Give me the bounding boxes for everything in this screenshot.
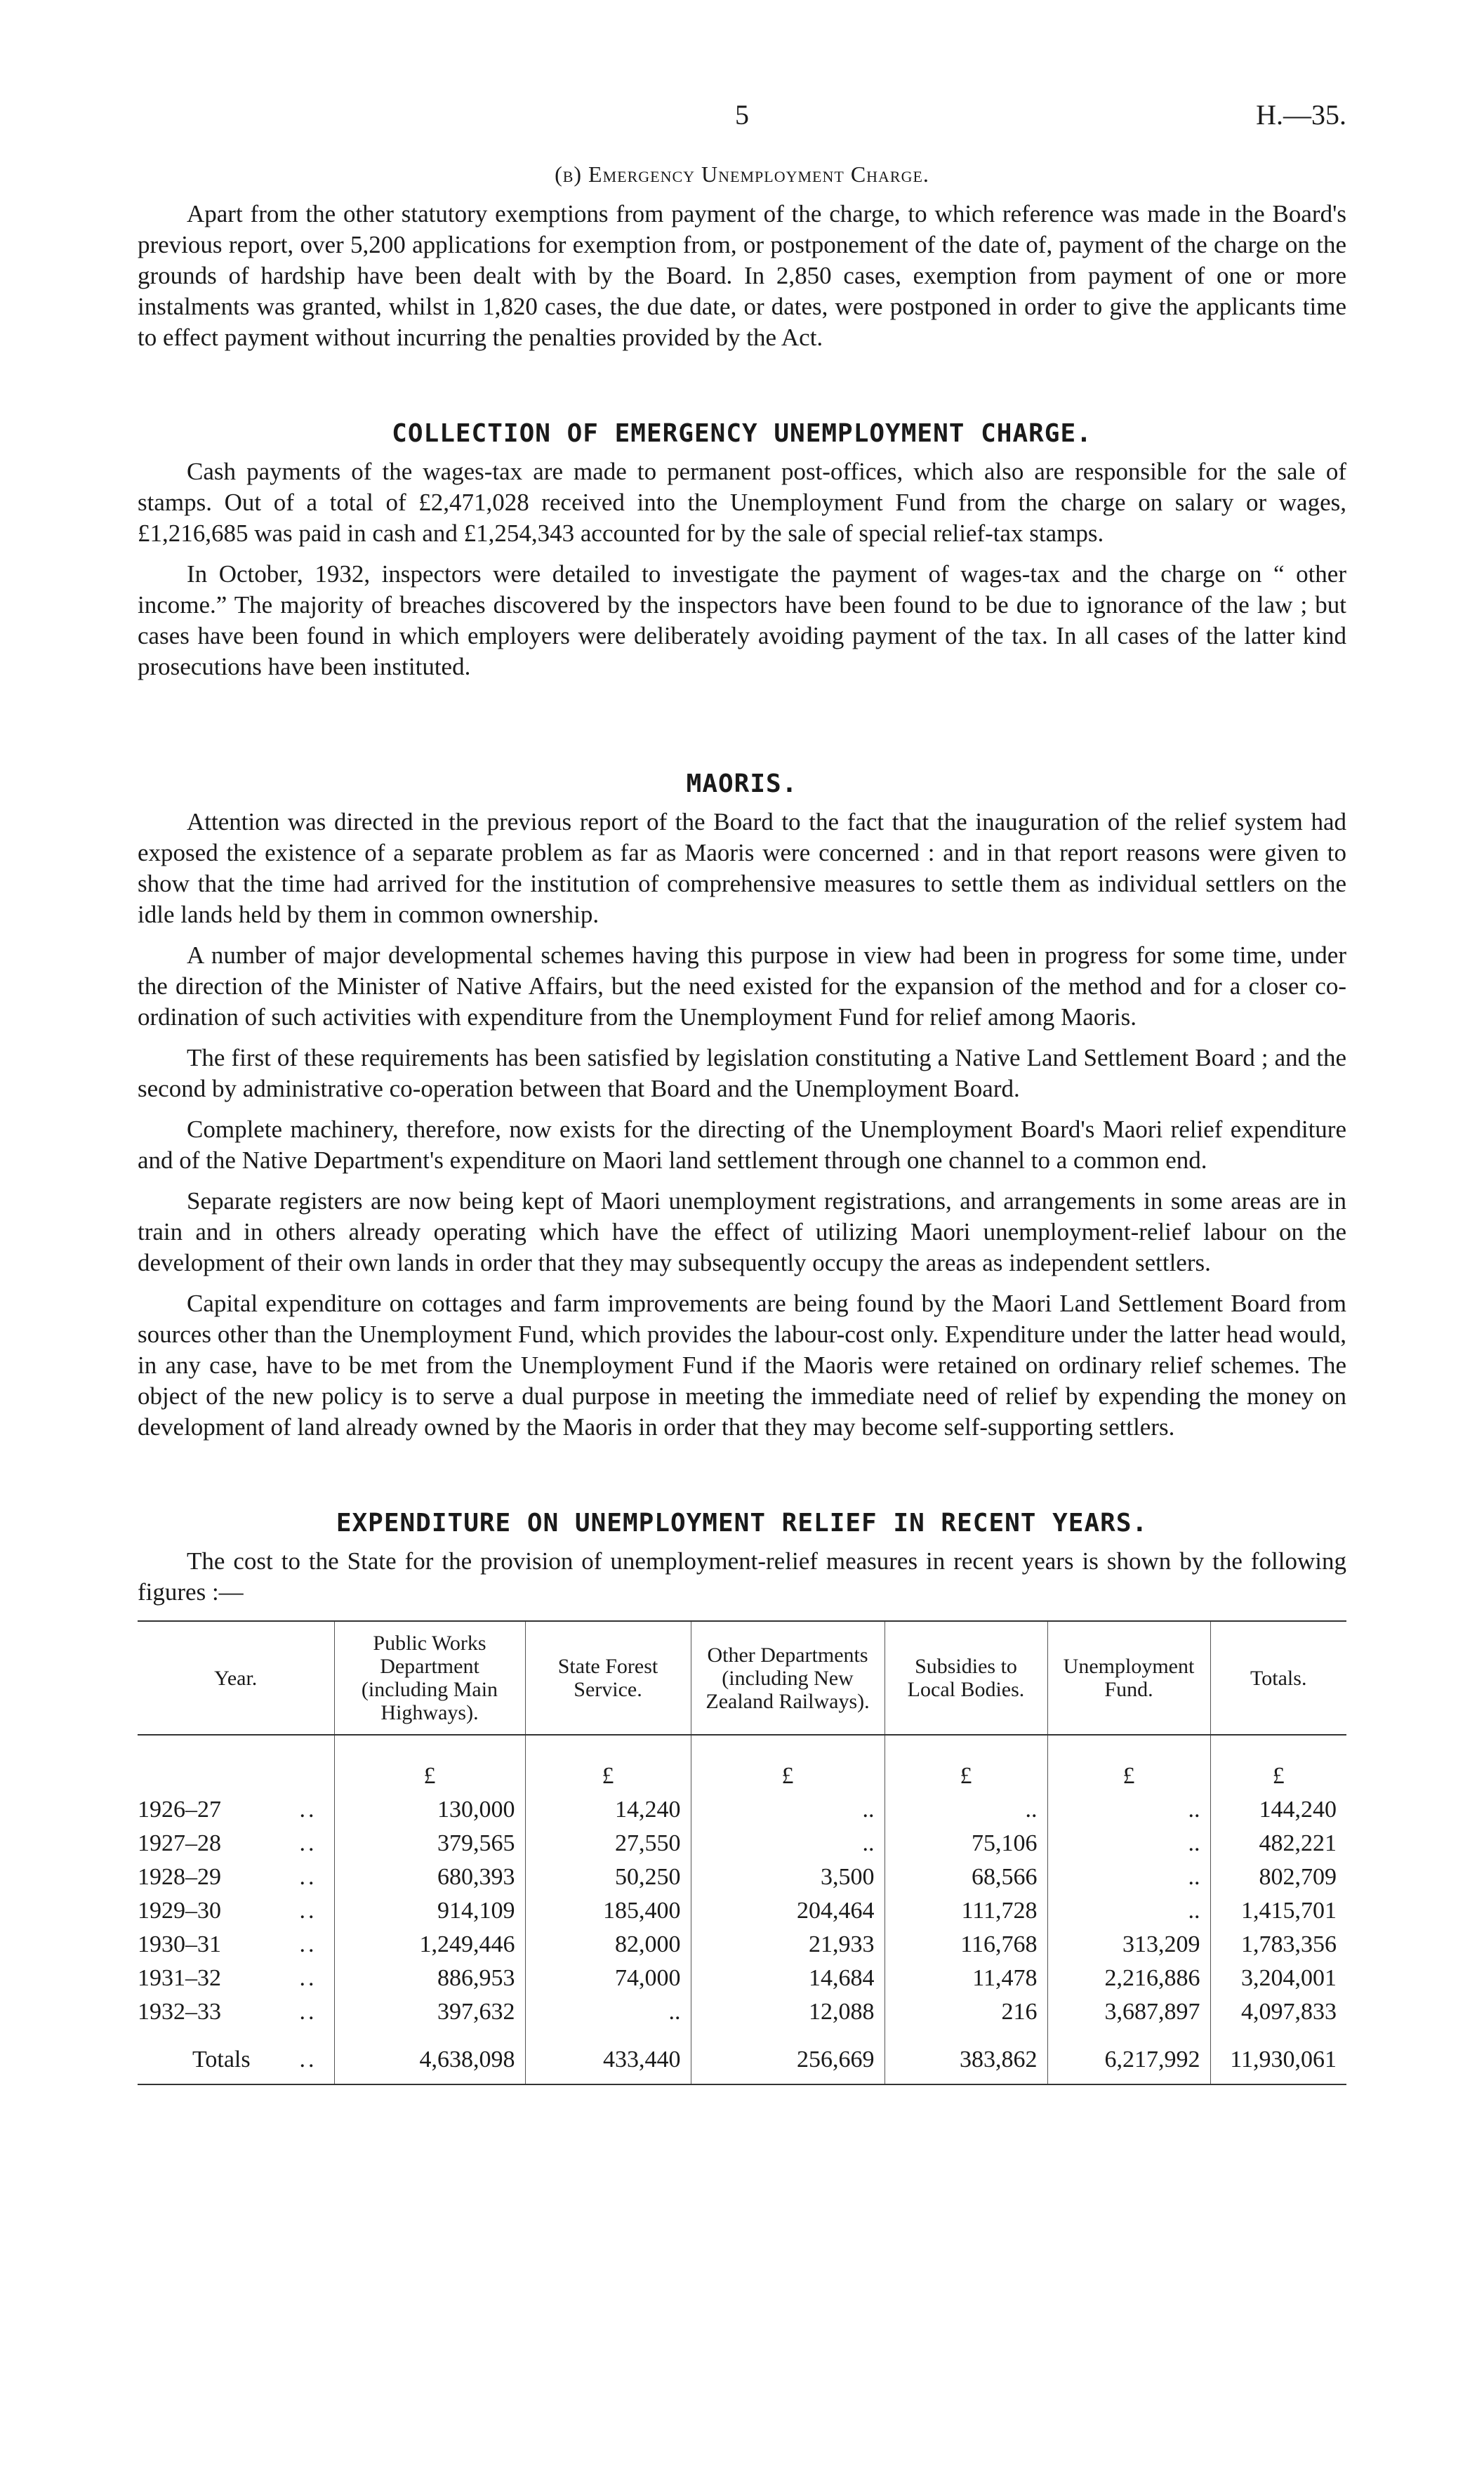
unit-row xyxy=(138,1735,1346,1793)
total-cell: 256,669 xyxy=(691,2029,885,2084)
leader-dots: .. xyxy=(299,1965,317,1991)
value-cell: 14,684 xyxy=(691,1962,885,1995)
leader-dots: .. xyxy=(299,1898,317,1924)
value-cell: 130,000 xyxy=(334,1793,525,1827)
value-cell: 914,109 xyxy=(334,1894,525,1928)
table-totals-row xyxy=(138,2029,1346,2084)
year-cell: 1926–27 xyxy=(138,1797,221,1823)
column-header: Public Works Department (including Main Highways). xyxy=(334,1621,525,1735)
value-cell: 185,400 xyxy=(525,1894,691,1928)
year-cell: 1927–28 xyxy=(138,1830,221,1856)
leader-dots: .. xyxy=(299,1830,317,1856)
column-header: Other Departments (including New Zealand Railways). xyxy=(691,1621,885,1735)
paragraph: Attention was directed in the previous report of the Board to the fact that the inauguration of the relief system had exposed the existence of a separate problem as far as Maoris were concerned : and in that report reasons were given to show that the time had arrived for the institution of comprehensive measures to settle them as individual settlers on the idle lands held by them in common ownership. xyxy=(138,808,1346,928)
column-header: Unemployment Fund. xyxy=(1047,1621,1210,1735)
table-row xyxy=(138,1860,1346,1894)
leader-dots: .. xyxy=(299,1864,317,1890)
unit-symbol: £ xyxy=(525,1735,691,1793)
value-cell: 14,240 xyxy=(525,1793,691,1827)
value-cell: .. xyxy=(1047,1827,1210,1860)
paragraph: A number of major developmental schemes having this purpose in view had been in progress for some time, under the direction of the Minister of Native Affairs, but the need existed for the expansion of the method and for a closer co-ordination of such activities with expenditure from the Unemployment Fund for relief among Maoris. xyxy=(138,941,1346,1031)
year-cell: 1931–32 xyxy=(138,1965,221,1991)
value-cell: 3,500 xyxy=(691,1860,885,1894)
year-cell: 1932–33 xyxy=(138,1999,221,2025)
paragraph: Complete machinery, therefore, now exists for the directing of the Unemployment Board's Maori relief expenditure and of the Native Department's expenditure on Maori land settlement through one channel to a common end. xyxy=(138,1116,1346,1174)
leader-dots: .. xyxy=(299,1931,317,1957)
value-cell: 74,000 xyxy=(525,1962,691,1995)
table-header-row xyxy=(138,1621,1346,1735)
value-cell: 680,393 xyxy=(334,1860,525,1894)
value-cell: 379,565 xyxy=(334,1827,525,1860)
value-cell: 802,709 xyxy=(1210,1860,1346,1894)
value-cell: 3,204,001 xyxy=(1210,1962,1346,1995)
leader-dots: .. xyxy=(299,1999,317,2025)
value-cell: 50,250 xyxy=(525,1860,691,1894)
value-cell: 216 xyxy=(885,1995,1047,2029)
value-cell: 397,632 xyxy=(334,1995,525,2029)
value-cell: 75,106 xyxy=(885,1827,1047,1860)
value-cell: 2,216,886 xyxy=(1047,1962,1210,1995)
value-cell: 204,464 xyxy=(691,1894,885,1928)
table-row xyxy=(138,1962,1346,1995)
year-cell: 1930–31 xyxy=(138,1931,221,1957)
value-cell: 21,933 xyxy=(691,1928,885,1962)
value-cell: .. xyxy=(525,1995,691,2029)
column-header: Year. xyxy=(138,1621,334,1735)
value-cell: 1,783,356 xyxy=(1210,1928,1346,1962)
total-cell: 433,440 xyxy=(525,2029,691,2084)
total-cell: 11,930,061 xyxy=(1210,2029,1346,2084)
value-cell: 144,240 xyxy=(1210,1793,1346,1827)
expenditure-table xyxy=(138,1620,1346,2085)
page-number: 5 xyxy=(735,99,749,131)
value-cell: 11,478 xyxy=(885,1962,1047,1995)
column-header: Totals. xyxy=(1210,1621,1346,1735)
column-header: Subsidies to Local Bodies. xyxy=(885,1621,1047,1735)
table-row xyxy=(138,1793,1346,1827)
table-row xyxy=(138,1827,1346,1860)
unit-symbol: £ xyxy=(1210,1735,1346,1793)
leader-dots: .. xyxy=(299,1797,317,1823)
value-cell: .. xyxy=(691,1793,885,1827)
page-header xyxy=(138,98,1346,140)
value-cell: 482,221 xyxy=(1210,1827,1346,1860)
value-cell: 1,249,446 xyxy=(334,1928,525,1962)
paragraph: Cash payments of the wages-tax are made to permanent post-offices, which also are responsible for the sale of stamps. Out of a total of £2,471,028 received into the Unemployment Fund from the charge on salary or wages, £1,216,685 was paid in cash and £1,254,343 accounted for by the sale of special relief-tax stamps. xyxy=(138,458,1346,547)
paragraph: Capital expenditure on cottages and farm improvements are being found by the Maori Land Settlement Board from sources other than the Unemployment Fund, which provides the labour-cost only. Expenditure under the latter head would, in any case, have to be met from the Unemployment Fund if the Maoris were retained on ordinary relief schemes. The object of the new policy is to serve a dual purpose in meeting the immediate need of relief by expending the money on development of land already owned by the Maoris in order that they may become self-supporting settlers. xyxy=(138,1290,1346,1441)
year-cell: 1929–30 xyxy=(138,1898,221,1924)
value-cell: 12,088 xyxy=(691,1995,885,2029)
paragraph: Separate registers are now being kept of Maori unemployment registrations, and arrangements in some areas are in train and in others already operating which have the effect of utilizing Maori unemployment-relief labour on the development of their own lands in order that they may subsequently occupy the areas as independent settlers. xyxy=(138,1187,1346,1276)
paragraph: In October, 1932, inspectors were detailed to investigate the payment of wages-tax and the charge on “ other income.” The majority of breaches discovered by the inspectors have been found to be due to ignorance of the law ; but cases have been found in which employers were deliberately avoiding payment of the tax. In all cases of the latter kind prosecutions have been instituted. xyxy=(138,560,1346,680)
value-cell: 68,566 xyxy=(885,1860,1047,1894)
table-row xyxy=(138,1995,1346,2029)
total-cell: 6,217,992 xyxy=(1047,2029,1210,2084)
page-content xyxy=(138,161,1346,2085)
value-cell: .. xyxy=(691,1827,885,1860)
paragraph: The first of these requirements has been satisfied by legislation constituting a Native Land Settlement Board ; and the second by administrative co-operation between that Board and the Unemployment Board. xyxy=(138,1044,1346,1102)
section-heading-expenditure: EXPENDITURE ON UNEMPLOYMENT RELIEF IN RECENT YEARS. xyxy=(336,1509,1148,1538)
value-cell: 116,768 xyxy=(885,1928,1047,1962)
value-cell: 82,000 xyxy=(525,1928,691,1962)
value-cell: 3,687,897 xyxy=(1047,1995,1210,2029)
paragraph: The cost to the State for the provision of unemployment-relief measures in recent years is shown by the following figures :— xyxy=(138,1547,1346,1606)
document-reference: H.—35. xyxy=(1256,99,1346,131)
section-subheading-emergency-charge: (b) Emergency Unemployment Charge. xyxy=(555,161,929,187)
table-row xyxy=(138,1928,1346,1962)
section-heading-maoris: MAORIS. xyxy=(686,769,798,798)
unit-symbol: £ xyxy=(334,1735,525,1793)
value-cell: 886,953 xyxy=(334,1962,525,1995)
value-cell: 4,097,833 xyxy=(1210,1995,1346,2029)
table-body xyxy=(138,1735,1346,2084)
year-cell: 1928–29 xyxy=(138,1864,221,1890)
unit-symbol: £ xyxy=(691,1735,885,1793)
column-header: State Forest Service. xyxy=(525,1621,691,1735)
unit-symbol: £ xyxy=(1047,1735,1210,1793)
value-cell: .. xyxy=(1047,1793,1210,1827)
value-cell: 111,728 xyxy=(885,1894,1047,1928)
value-cell: .. xyxy=(1047,1894,1210,1928)
total-cell: 383,862 xyxy=(885,2029,1047,2084)
section-heading-collection: COLLECTION OF EMERGENCY UNEMPLOYMENT CHARGE. xyxy=(392,419,1092,448)
value-cell: .. xyxy=(885,1793,1047,1827)
value-cell: 1,415,701 xyxy=(1210,1894,1346,1928)
leader-dots: .. xyxy=(299,2047,317,2073)
value-cell: 27,550 xyxy=(525,1827,691,1860)
paragraph: Apart from the other statutory exemptions from payment of the charge, to which reference was made in the Board's previous report, over 5,200 applications for exemption from, or postponement of the date of, payment of the charge on the grounds of hardship have been dealt with by the Board. In 2,850 cases, exemption from payment of one or more instalments was granted, whilst in 1,820 cases, the due date, or dates, were postponed in order to give the applicants time to effect payment without incurring the penalties provided by the Act. xyxy=(138,200,1346,351)
totals-label: Totals xyxy=(192,2047,251,2073)
table-row xyxy=(138,1894,1346,1928)
value-cell: .. xyxy=(1047,1860,1210,1894)
unit-symbol: £ xyxy=(885,1735,1047,1793)
value-cell: 313,209 xyxy=(1047,1928,1210,1962)
total-cell: 4,638,098 xyxy=(334,2029,525,2084)
